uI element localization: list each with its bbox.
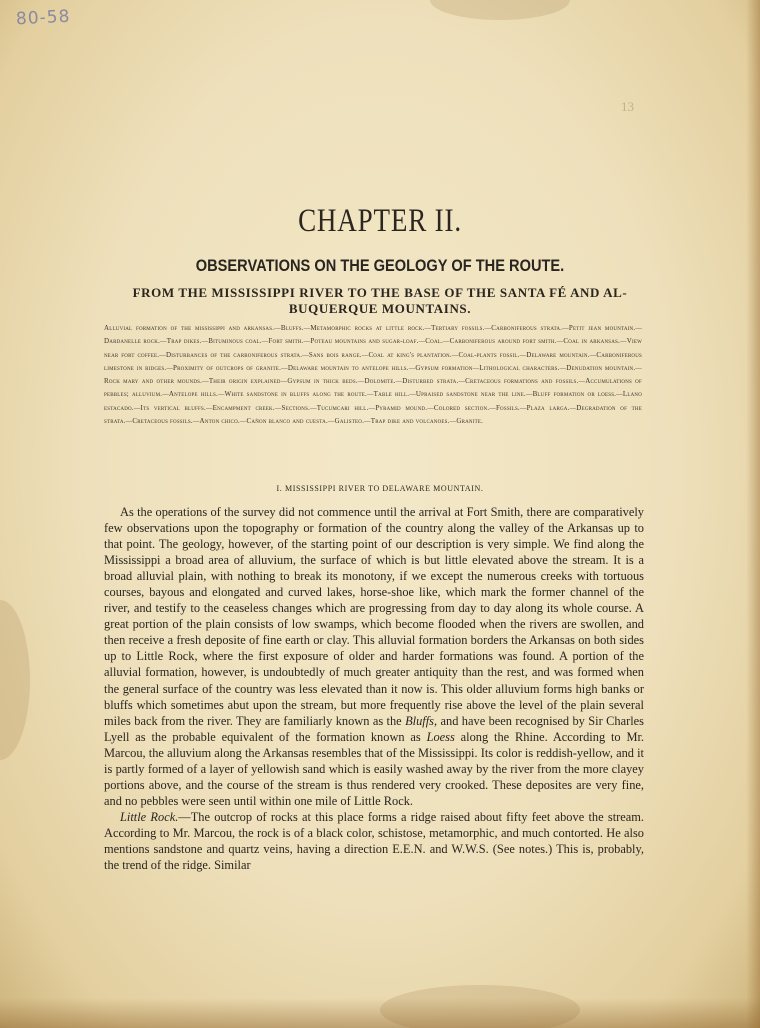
page-edge-right xyxy=(746,0,760,1028)
summary-topic: Granite. xyxy=(456,417,484,426)
summary-topic: Fossils. xyxy=(495,403,520,412)
summary-topic: Its vertical bluffs. xyxy=(140,403,206,412)
summary-topic: Cretaceous formations and fossils. xyxy=(465,377,579,386)
summary-topic: Dardanelle rock. xyxy=(104,337,161,346)
summary-topic: Sans bois range. xyxy=(308,350,362,359)
chapter-title: CHAPTER II. xyxy=(298,203,462,239)
summary-topic: Bluffs. xyxy=(280,324,304,332)
summary-topic: Rock mary and other mounds. xyxy=(104,377,203,386)
subsection-title: I. MISSISSIPPI RIVER TO DELAWARE MOUNTAIN. xyxy=(276,484,484,493)
summary-topic: Accumulations of pebbles; alluvium. xyxy=(104,377,642,399)
summary-topic: Coal-plants fossil. xyxy=(458,350,520,359)
paragraph-text: and have been recognised by Sir Charles Lyell as the probable equivalent of the formation known as xyxy=(104,713,644,744)
summary-topic: Table hill. xyxy=(373,390,410,399)
summary-topic: Trap dike and volcanoes. xyxy=(370,417,450,426)
paragraph-lead: Little Rock. xyxy=(120,809,179,824)
paragraph-text: along the Rhine. According to Mr. Marcou, the alluvium along the Arkansas resembles that of the Mississippi. Its color is reddish-yellow, and it is partly formed of a layer of yellowish sand which is easily washed away by the river from the more clayey portions above, and the course of the stream is thus rendered very crooked. These deposites are very fine, and no pebbles were seen until within one mile of Little Rock. xyxy=(104,729,644,808)
body-text xyxy=(104,504,644,873)
paragraph xyxy=(104,504,644,809)
subheading-line-1: FROM THE MISSISSIPPI RIVER TO THE BASE OF THE SANTA FÉ AND AL- xyxy=(132,285,628,300)
summary-topic: Colored section. xyxy=(433,403,490,412)
summary-topic: Plaza larga. xyxy=(526,403,570,412)
summary-topic: Gypsum formation xyxy=(415,363,473,372)
italic-term: Bluffs, xyxy=(405,713,438,728)
summary-topic: Bituminous coal. xyxy=(208,337,262,346)
summary-topic: Petit jean mountain. xyxy=(568,324,636,332)
summary-topic: Antelope hills. xyxy=(168,390,218,399)
summary-topic: Their origin explained xyxy=(208,377,281,386)
summary-topic: Fort smith. xyxy=(268,337,304,346)
paper-stain xyxy=(430,0,570,20)
summary-topic: Degradation of the strata. xyxy=(104,403,642,426)
summary-topic: Encampment creek. xyxy=(212,403,275,412)
summary-topic: Pyramid mound. xyxy=(375,403,428,412)
summary-topic: Carboniferous strata. xyxy=(491,324,563,332)
summary-topic: Gypsum in thick beds. xyxy=(287,377,358,386)
summary-topic: View near fort coffee. xyxy=(104,337,642,359)
summary-topic: Llano estacado. xyxy=(104,390,643,412)
summary-topic: Poteau mountains and sugar-loaf. xyxy=(310,337,419,346)
summary-topic: Carboniferous limestone in ridges. xyxy=(104,350,642,372)
summary-topic: Coal in arkansas. xyxy=(563,337,620,346)
pencil-margin-note: 80-58 xyxy=(15,6,71,30)
summary-topic: Galisteo. xyxy=(334,417,365,426)
summary-topic: Trap dikes. xyxy=(166,337,202,346)
summary-topic: Delaware mountain. xyxy=(526,350,590,359)
summary-topic: Delaware mountain to antelope hills. xyxy=(287,363,409,372)
paper-stain xyxy=(0,600,30,760)
summary-topic: Coal. xyxy=(425,337,443,346)
paragraph-text: —The outcrop of rocks at this place forms a ridge raised about fifty feet above the stream. According to Mr. Marcou, the rock is of a black color, schistose, metamorphic, and much contorted. He also mentions sandstone and quartz veins, having a direction E.E.N. and W.W.S. (See notes.) This is, probably, the trend of the ridge. Similar xyxy=(104,809,644,873)
summary-topic: Denudation mountain. xyxy=(566,363,636,372)
summary-topic: Anton chico. xyxy=(199,417,240,426)
summary-topic: Tucumcari hill. xyxy=(316,403,369,412)
summary-topic: Alluvial formation of the mississippi and arkansas. xyxy=(104,324,275,332)
summary-topic: Dolomite. xyxy=(364,377,396,386)
summary-topic: Disturbances of the carboniferous strata. xyxy=(165,350,303,359)
summary-topic: Coal at king's plantation. xyxy=(368,350,452,359)
italic-term: Loess xyxy=(426,729,455,744)
summary-topic: Lithological characters. xyxy=(479,363,560,372)
chapter-heading: OBSERVATIONS ON THE GEOLOGY OF THE ROUTE. xyxy=(195,256,565,275)
chapter-subheading xyxy=(0,285,760,317)
chapter-summary: Alluvial formation of the mississippi and arkansas.—Bluffs.—Metamorphic rocks at little rock.—Tertiary fossils.—Carboniferous strata.—Petit jean mountain.—Dardanelle rock.—Trap dikes.—Bituminous coal.—Fort smith.—Poteau mountains and sugar-loaf.—Coal.—Carboniferous around fort smith.—Coal in arkansas.—View near fort coffee.—Disturbances of the carboniferous strata.—Sans bois range.—Coal at king's plantation.—Coal-plants fossil.—Delaware mountain.—Carboniferous limestone in ridges.—Proximity of outcrops of granite.—Delaware mountain to antelope hills.—Gypsum formation—Lithological characters.—Denudation mountain.—Rock mary and other mounds.—Their origin explained—Gypsum in thick beds.—Dolomite.—Disturbed strata.—Cretaceous formations and fossils.—Accumulations of pebbles; alluvium.—Antelope hills.—White sandstone in bluffs along the route.—Table hill.—Upraised sandstone near the line.—Bluff formation or loess.—Llano estacado.—Its vertical bluffs.—Encampment creek.—Sections.—Tucumcari hill.—Pyramid mound.—Colored section.—Fossils.—Plaza larga.—Degradation of the strata.—Cretaceous fossils.—Anton chico.—Cañon blanco and cuesta.—Galisteo.—Trap dike and volcanoes.—Granite. xyxy=(104,324,643,426)
summary-topic: Sections. xyxy=(281,403,311,412)
summary-topic: Metamorphic rocks at little rock. xyxy=(310,324,425,332)
summary-topic: White sandstone in bluffs along the route. xyxy=(224,390,367,399)
summary-topic: Cañon blanco and cuesta. xyxy=(246,417,328,426)
page-edge-bottom xyxy=(0,998,760,1028)
summary-topic: Carboniferous around fort smith. xyxy=(449,337,557,346)
paragraph-text: As the operations of the survey did not commence until the arrival at Fort Smith, there are comparatively few observations upon the topography or formation of the country along the valley of the Arkansas up to that point. The geology, however, of the starting point of our description is very simple. We find along the Mississippi a broad area of alluvium, the surface of which is but little elevated above the stream. It is a broad alluvial plain, with nothing to break its monotony, if we except the numerous creeks with tortuous courses, bayous and elongated and curved lakes, horse-shoe like, which mark the former channel of the river, and testify to the ceaseless changes which are progressing from day to day along its whole course. A great portion of the plain consists of low swamps, which become flooded when the rivers are swollen, and then receive a fresh deposite of fine earth or clay. This alluvial formation borders the Arkansas on both sides up to Little Rock, where the first exposure of older and harder formations was found. A portion of the alluvial formation, however, is undoubtedly of much greater antiquity than the rest, and was formed when the general surface of the country was less elevated than it now is. This older alluvium forms high banks or bluffs which sometimes abut upon the stream, but more frequently rise above the level of the plain several miles back from the river. They are familiarly known as the xyxy=(104,505,644,728)
summary-topic: Bluff formation or loess. xyxy=(532,390,617,399)
summary-topic: Disturbed strata. xyxy=(402,377,459,386)
summary-topic: Cretaceous fossils. xyxy=(132,417,193,426)
summary-topic: Upraised sandstone near the line. xyxy=(415,390,526,399)
summary-topic: Proximity of outcrops of granite. xyxy=(173,363,282,372)
paragraph xyxy=(104,809,644,873)
summary-topic: Tertiary fossils. xyxy=(431,324,485,332)
ghost-page-number: 13 xyxy=(621,99,634,114)
subheading-line-2: BUQUERQUE MOUNTAINS. xyxy=(288,301,472,316)
